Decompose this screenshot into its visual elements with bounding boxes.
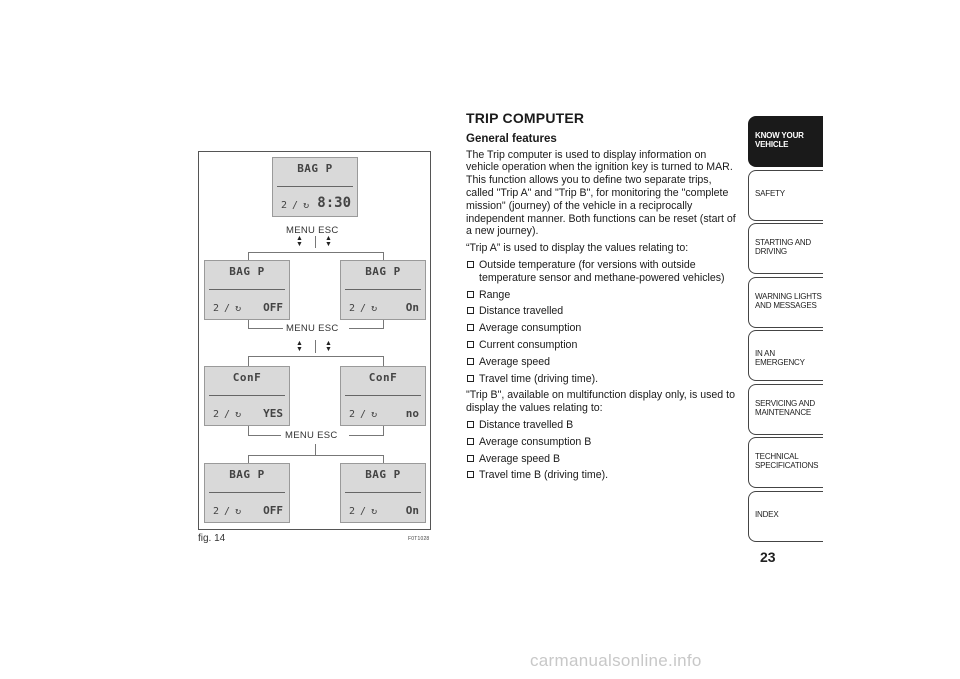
figure-caption: fig. 14 [198,533,226,544]
trip-a-intro: “Trip A” is used to display the values relating to: [466,242,689,255]
menu-esc-label: MENU ESC [285,430,338,441]
gear-icon: 2 / ↻ [213,303,241,314]
display-row3-left [204,366,290,426]
list-item: Average consumption B [466,436,738,449]
up-down-arrows-icon: ▲ ▼ [325,340,332,353]
up-down-arrows-icon: ▲ ▼ [296,340,303,353]
list-item: Distance travelled B [466,419,738,432]
gear-icon: 2 / ↻ [349,409,377,420]
trip-b-intro: "Trip B", available on multifunction display only, is used to display the values relating to: [466,389,735,415]
list-item: Outside temperature (for versions with outside temperature sensor and methane-powered vehicles) [466,259,738,285]
checkbox-bullet-icon [467,341,474,348]
display-title: BAG P [229,468,265,481]
display-value: OFF [263,301,283,314]
page-number: 23 [760,549,776,565]
list-item: Average consumption [466,322,738,335]
list-item: Travel time (driving time). [466,373,738,386]
display-row3-right [340,366,426,426]
gear-icon: 2 / ↻ [213,409,241,420]
display-row4-left [204,463,290,523]
checkbox-bullet-icon [467,455,474,462]
display-title: BAG P [365,468,401,481]
main-text [466,112,738,486]
chapter-tabs [748,116,823,544]
checkbox-bullet-icon [467,261,474,268]
list-item: Average speed B [466,453,738,466]
display-title: BAG P [365,265,401,278]
up-down-arrows-icon: ▲ ▼ [325,235,332,248]
gear-icon: 2 / ↻ [349,506,377,517]
up-down-arrows-icon: ▲ ▼ [296,235,303,248]
display-row2-left [204,260,290,320]
display-row2-right [340,260,426,320]
intro-paragraph: The Trip computer is used to display information on vehicle operation when the ignition key is turned to MAR. This function allows you to define two separate trips, called "Trip A" and "Trip B", for monitoring the "complete mission" (journey) of the vehicle in a reciprocally independent manner. Both functions can be reset (start of a new journey). [466,148,736,238]
section-title: TRIP COMPUTER [466,110,585,126]
gear-icon: 2 / ↻ [213,506,241,517]
tab-index[interactable]: INDEX [748,491,823,542]
display-top [272,157,358,217]
checkbox-bullet-icon [467,358,474,365]
menu-esc-label: MENU ESC [286,225,339,236]
checkbox-bullet-icon [467,375,474,382]
display-value: YES [263,407,283,420]
display-title: ConF [368,371,398,384]
checkbox-bullet-icon [467,471,474,478]
tab-technical-specifications[interactable]: TECHNICAL SPECIFICATIONS [748,437,823,488]
gear-icon: 2 / ↻ [349,303,377,314]
figure-code: F0T1028 [408,536,430,542]
list-item: Distance travelled [466,305,738,318]
checkbox-bullet-icon [467,438,474,445]
watermark: carmanualsonline.info [530,651,702,670]
display-value: On [405,301,419,314]
checkbox-bullet-icon [467,307,474,314]
checkbox-bullet-icon [467,421,474,428]
list-item: Travel time B (driving time). [466,469,738,482]
list-item: Current consumption [466,339,738,352]
display-title: BAG P [229,265,265,278]
display-title: BAG P [297,162,333,175]
menu-esc-label: MENU ESC [286,323,339,334]
tab-safety[interactable]: SAFETY [748,170,823,221]
display-value: OFF [263,504,283,517]
tab-know-your-vehicle[interactable]: KNOW YOUR VEHICLE [748,116,823,167]
tab-servicing-and-maintenance[interactable]: SERVICING AND MAINTENANCE [748,384,823,435]
tab-in-an-emergency[interactable]: IN AN EMERGENCY [748,330,823,381]
section-subtitle: General features [466,132,557,145]
list-item: Average speed [466,356,738,369]
display-value: 8:30 [317,195,351,211]
checkbox-bullet-icon [467,291,474,298]
trip-computer-figure [198,151,431,530]
tab-warning-lights[interactable]: WARNING LIGHTS AND MESSAGES [748,277,823,328]
checkbox-bullet-icon [467,324,474,331]
tab-starting-and-driving[interactable]: STARTING AND DRIVING [748,223,823,274]
display-row4-right [340,463,426,523]
list-item: Range [466,289,738,302]
display-value: On [405,504,419,517]
display-title: ConF [232,371,262,384]
display-value: no [405,407,419,420]
gear-icon: 2 / ↻ [281,200,309,211]
